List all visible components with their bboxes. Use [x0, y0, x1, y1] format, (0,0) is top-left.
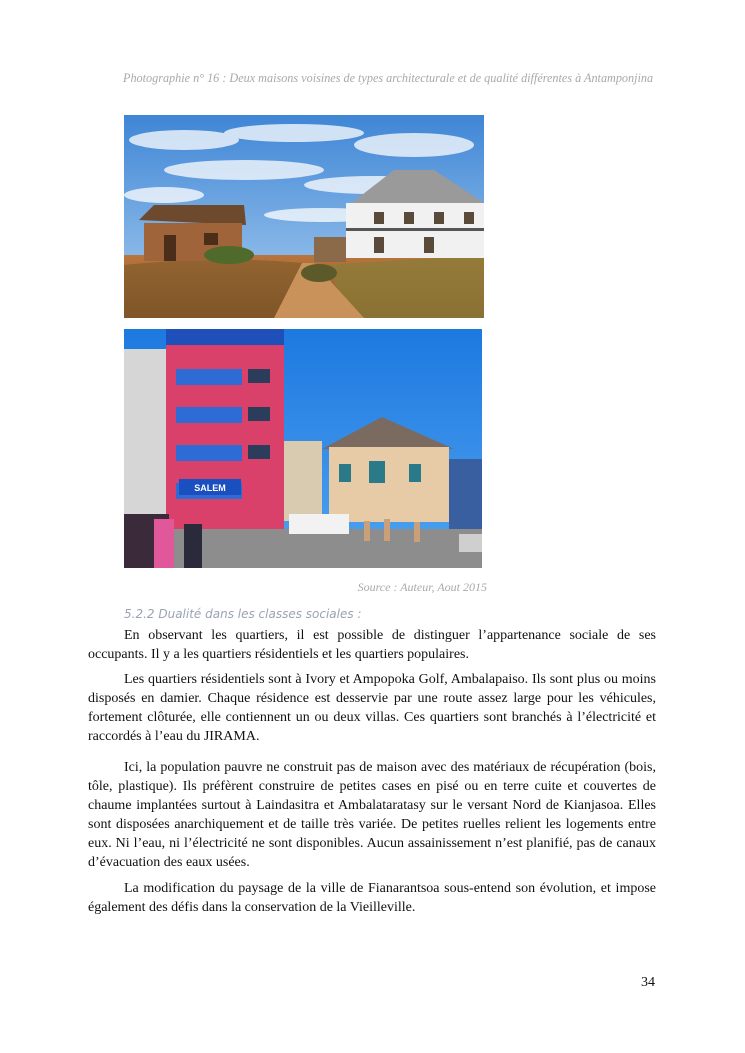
photo-source: Source : Auteur, Aout 2015: [357, 580, 487, 594]
photo-street-buildings: [124, 329, 482, 568]
paragraph-1: En observant les quartiers, il est possible de distinguer l’appartenance sociale de ses occupants. Il y a les quartiers résidentiels et les quartiers populaires.: [88, 628, 656, 662]
paragraph-2: Les quartiers résidentiels sont à Ivory et Ampopoka Golf, Ambalapaiso. Ils sont plus ou moins disposés en damier. Chaque résidence est desservie par une route assez large pour les véhicules, fortement clôturée, elle contiennent un ou deux villas. Ces quartiers sont branchés à l’électricité et raccordés à l’eau du JIRAMA.: [88, 672, 656, 744]
paragraph-4: La modification du paysage de la ville de Fianarantsoa sous-entend son évolution, et impose également des défis dans la conservation de la Vieilleville.: [88, 881, 656, 915]
photo-caption: Photographie n° 16 : Deux maisons voisines de types architecturale et de qualité différentes à Antamponjina: [123, 71, 654, 85]
salem-sign: SALEM: [194, 483, 226, 493]
page-number: 34: [641, 975, 655, 990]
paragraph-3: Ici, la population pauvre ne construit pas de maison avec des matériaux de récupération (bois, tôle, plastique). Ils préfèrent construire de petites cases en pisé ou en terre cuite et couvertes de chaume implantées surtout à Laindasitra et Ambalataratasy sur le versant Nord de Kianjasoa. Elles sont disposées anarchiquement et de taille très variée. De petites ruelles relient les logements entre eux. Ni l’eau, ni l’électricité ne sont disponibles. Aucun assainissement n’est planifié, pas de canaux d’évacuation des eaux usées.: [88, 760, 656, 870]
photo-houses-dirt-road: [124, 115, 484, 318]
section-heading: 5.2.2 Dualité dans les classes sociales :: [124, 607, 362, 621]
